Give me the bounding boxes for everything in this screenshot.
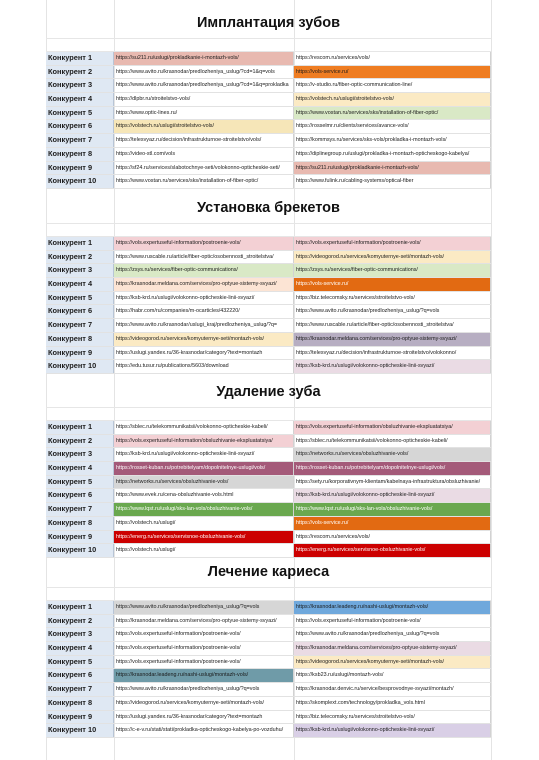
url-cell-right[interactable]: https://ksb-krd.ru/uslugi/volokonno-opticheskie-linii-svyazi/ (294, 724, 491, 737)
competitor-label: Конкурент 3 (46, 79, 114, 92)
url-cell-right[interactable]: https://zsys.ru/services/fiber-optic-communications/ (294, 264, 491, 277)
url-cell-left[interactable]: https://www.optic-lines.ru/ (114, 107, 294, 120)
url-cell-right[interactable]: https://ksb23.ru/uslugi/montazh-vols/ (294, 669, 491, 682)
url-cell-left[interactable]: https://zsys.ru/services/fiber-optic-communications/ (114, 264, 294, 277)
competitor-label: Конкурент 6 (46, 305, 114, 318)
table-row (46, 711, 491, 725)
url-cell-right[interactable]: https://videogorod.ru/services/komyuternye-seti/montazh-vols/ (294, 251, 491, 264)
competitor-label: Конкурент 1 (46, 237, 114, 250)
section-block (46, 6, 491, 189)
url-cell-right[interactable]: https://www.fulink.ru/cabling-systems/optical-fiber (294, 175, 491, 188)
url-cell-left[interactable]: https://video-stl.com/vols (114, 148, 294, 161)
competitor-label: Конкурент 4 (46, 278, 114, 291)
table-row (46, 175, 491, 189)
table-row (46, 120, 491, 134)
url-cell-left[interactable]: https://edu.tusur.ru/publications/5603/download (114, 360, 294, 373)
url-cell-left[interactable]: https://krasnodar.meldana.com/services/pro-optyue-sistemy-svyazi/ (114, 615, 294, 628)
table-row (46, 503, 491, 517)
competitor-label: Конкурент 1 (46, 52, 114, 65)
url-cell-left[interactable]: https://www.vostan.ru/services/sks/installation-of-fiber-optic/ (114, 175, 294, 188)
url-cell-right[interactable]: https://su211.ru/uslugi/prokladkanie-i-montazh-vols/ (294, 162, 491, 175)
url-cell-right[interactable]: https://vols.expertuseful-information/obsluzhivanie-ekspluatatsiya/ (294, 421, 491, 434)
url-cell-right[interactable]: https://krasnodar.meldana.com/services/pro-optyue-sistemy-svyazi/ (294, 642, 491, 655)
url-cell-right[interactable]: https://vols-service.ru/ (294, 517, 491, 530)
table-row (46, 251, 491, 265)
url-cell-left[interactable]: https://c-e-v.ru/stati/stati/prokladka-opticheskogo-kabelya-po-vozduhu/ (114, 724, 294, 737)
url-cell-right[interactable]: https://www.vostan.ru/services/sks/installation-of-fiber-optic/ (294, 107, 491, 120)
url-cell-left[interactable]: https://sblec.ru/telekommunikatsii/volokonno-opticheskie-kabeli/ (114, 421, 294, 434)
competitor-label: Конкурент 9 (46, 162, 114, 175)
grid-line (491, 0, 492, 760)
competitor-label: Конкурент 4 (46, 462, 114, 475)
section-title: Установка брекетов (46, 191, 491, 224)
table-row (46, 360, 491, 374)
url-cell-right[interactable]: https://telesvyaz.ru/decision/infrastrukturnoe-stroitelstvo/volokonno/ (294, 347, 491, 360)
url-cell-left[interactable]: https://telesvyaz.ru/decision/infrastrukturnoe-stroitelstvo/vols/ (114, 134, 294, 147)
url-cell-left[interactable]: https://videogorod.ru/services/komyuternye-seti/montazh-vols/ (114, 333, 294, 346)
url-cell-right[interactable]: https://diplinegroup.ru/uslugi/prokladka-i-montazh-opticheskogo-kabelya/ (294, 148, 491, 161)
table-row (46, 601, 491, 615)
url-cell-left[interactable]: https://www.evek.ru/cena-obsluzhivanie-vols.html (114, 489, 294, 502)
url-cell-left[interactable]: https://www.ruscable.ru/article/fiber-optic/osobennosti_stroitelstva/ (114, 251, 294, 264)
competitor-label: Конкурент 6 (46, 489, 114, 502)
url-cell-left[interactable]: https://networks.ru/services/obsluzhivanie-vols/ (114, 476, 294, 489)
competitor-label: Конкурент 4 (46, 93, 114, 106)
url-cell-left[interactable]: https://dlpbr.ru/stroitelstvo-vols/ (114, 93, 294, 106)
competitor-label: Конкурент 2 (46, 615, 114, 628)
competitor-label: Конкурент 1 (46, 421, 114, 434)
url-cell-right[interactable]: https://sety.ru/korporativnym-klientam/kabelnaya-infrastruktura/obsluzhivanie/ (294, 476, 491, 489)
table-row (46, 683, 491, 697)
url-cell-left[interactable]: https://vols.expertuseful-information/postroenie-vols/ (114, 237, 294, 250)
url-cell-right[interactable]: https://energ.ru/services/servisnoe-obsluzhivanie-vols/ (294, 544, 491, 557)
url-cell-right[interactable]: https://www.ruscable.ru/article/fiber-optic/osobennosti_stroitelstva/ (294, 319, 491, 332)
section-title: Удаление зуба (46, 375, 491, 408)
table-row (46, 93, 491, 107)
table-row (46, 421, 491, 435)
competitor-label: Конкурент 5 (46, 656, 114, 669)
url-cell-left[interactable]: https://sf24.ru/services/slabotochnye-seti/volokonno-opticheskie-seti/ (114, 162, 294, 175)
competitor-label: Конкурент 3 (46, 448, 114, 461)
url-cell-left[interactable]: https://uslugi.yandex.ru/36-krasnodar/category?text=montazh (114, 347, 294, 360)
url-cell-right[interactable]: https://vols-service.ru/ (294, 66, 491, 79)
table-row (46, 66, 491, 80)
table-row (46, 642, 491, 656)
url-cell-right[interactable]: https://ksb-krd.ru/uslugi/volokonno-opticheskie-linii-svyazi/ (294, 360, 491, 373)
competitor-label: Конкурент 5 (46, 476, 114, 489)
competitor-label: Конкурент 6 (46, 669, 114, 682)
table-row (46, 347, 491, 361)
spreadsheet (46, 0, 491, 760)
url-cell-left[interactable]: https://volstech.ru/uslugi/stroitelstvo-vols/ (114, 120, 294, 133)
table-row (46, 724, 491, 738)
spacer-row (46, 408, 491, 421)
url-cell-right[interactable]: https://vols.expertuseful-information/postroenie-vols/ (294, 237, 491, 250)
url-cell-right[interactable]: https://ksb-krd.ru/uslugi/volokonno-opticheskie-linii-svyazi/ (294, 489, 491, 502)
competitor-label: Конкурент 3 (46, 264, 114, 277)
table-row (46, 697, 491, 711)
competitor-label: Конкурент 7 (46, 319, 114, 332)
url-cell-right[interactable]: https://videogorod.ru/services/komyuternye-seti/montazh-vols/ (294, 656, 491, 669)
url-cell-right[interactable]: https://networks.ru/services/obsluzhivanie-vols/ (294, 448, 491, 461)
competitor-label: Конкурент 7 (46, 134, 114, 147)
table-row (46, 264, 491, 278)
url-cell-left[interactable]: https://www.avito.ru/krasnodar/predlozheniya_uslug/?q=vols (114, 683, 294, 696)
url-cell-left[interactable]: https://uslugi.yandex.ru/36-krasnodar/category?text=montazh (114, 711, 294, 724)
spacer-row (46, 39, 491, 52)
section-title: Лечение кариеса (46, 555, 491, 588)
table-row (46, 489, 491, 503)
url-cell-right[interactable]: https://vols-service.ru/ (294, 278, 491, 291)
spacer-row (46, 588, 491, 601)
table-row (46, 615, 491, 629)
url-cell-left[interactable]: https://videogorod.ru/services/komyuternye-seti/montazh-vols/ (114, 697, 294, 710)
url-cell-right[interactable]: https://vols.expertuseful-information/postroenie-vols/ (294, 615, 491, 628)
competitor-label: Конкурент 8 (46, 697, 114, 710)
url-cell-left[interactable]: https://ksb-krd.ru/uslugi/volokonno-opticheskie-linii-svyazi/ (114, 292, 294, 305)
spacer-row (46, 224, 491, 237)
url-cell-left[interactable]: https://energ.ru/services/servisnoe-obsluzhivanie-vols/ (114, 531, 294, 544)
table-row (46, 448, 491, 462)
section-title: Имплантация зубов (46, 6, 491, 39)
competitor-label: Конкурент 8 (46, 148, 114, 161)
url-cell-right[interactable]: https://krasnodar.leadeng.ru/nashi-uslugi/montazh-vols/ (294, 601, 491, 614)
table-row (46, 531, 491, 545)
url-cell-left[interactable]: https://ksb-krd.ru/uslugi/volokonno-opticheskie-linii-svyazi/ (114, 448, 294, 461)
table-row (46, 476, 491, 490)
competitor-label: Конкурент 2 (46, 66, 114, 79)
url-cell-left[interactable]: https://volstech.ru/uslugi/ (114, 517, 294, 530)
competitor-label: Конкурент 8 (46, 333, 114, 346)
url-cell-left[interactable]: https://www.avito.ru/krasnodar/predlozheniya_uslug/?cd=1&q=vols (114, 66, 294, 79)
competitor-label: Конкурент 9 (46, 531, 114, 544)
competitor-label: Конкурент 6 (46, 120, 114, 133)
competitor-label: Конкурент 1 (46, 601, 114, 614)
url-cell-right[interactable]: https://volstech.ru/uslugi/stroitelstvo-vols/ (294, 93, 491, 106)
url-cell-left[interactable]: https://krasnodar.leadeng.ru/nashi-uslugi/montazh-vols/ (114, 669, 294, 682)
competitor-label: Конкурент 4 (46, 642, 114, 655)
url-cell-right[interactable]: https://www.avito.ru/krasnodar/predlozheniya_uslug/?q=vols (294, 305, 491, 318)
table-row (46, 52, 491, 66)
competitor-label: Конкурент 10 (46, 175, 114, 188)
competitor-label: Конкурент 8 (46, 517, 114, 530)
url-cell-left[interactable]: https://vols.expertuseful-information/postroenie-vols/ (114, 628, 294, 641)
competitor-label: Конкурент 5 (46, 107, 114, 120)
url-cell-right[interactable]: https://krasnodar.meldana.com/services/pro-optyue-sistemy-svyazi/ (294, 333, 491, 346)
competitor-label: Конкурент 7 (46, 683, 114, 696)
table-row (46, 292, 491, 306)
competitor-label: Конкурент 10 (46, 360, 114, 373)
competitor-label: Конкурент 5 (46, 292, 114, 305)
url-cell-right[interactable]: https://www.avito.ru/krasnodar/predlozheniya_uslug/?q=vols (294, 628, 491, 641)
section-block (46, 191, 491, 374)
url-cell-left[interactable]: https://www.avito.ru/krasnodar/predlozheniya_uslug/?q=vols (114, 601, 294, 614)
competitor-label: Конкурент 2 (46, 251, 114, 264)
url-cell-right[interactable]: https://kommsys.ru/services/sks-vols/prokladka-i-montazh-vols/ (294, 134, 491, 147)
table-row (46, 319, 491, 333)
table-row (46, 333, 491, 347)
url-cell-right[interactable]: https://rescom.ru/services/vols/ (294, 531, 491, 544)
url-cell-right[interactable]: https://rosselmr.ru/clients/services/avance-vols/ (294, 120, 491, 133)
url-cell-right[interactable]: https://biz.telecomsky.ru/services/stroitelstvo-vols/ (294, 292, 491, 305)
table-row (46, 79, 491, 93)
table-row (46, 305, 491, 319)
url-cell-right[interactable]: https://sblec.ru/telekommunikatsii/volokonno-opticheskie-kabeli/ (294, 435, 491, 448)
table-row (46, 628, 491, 642)
competitor-label: Конкурент 2 (46, 435, 114, 448)
url-cell-left[interactable]: https://vols.expertuseful-information/postroenie-vols/ (114, 642, 294, 655)
table-row (46, 669, 491, 683)
table-row (46, 656, 491, 670)
url-cell-right[interactable]: https://rescom.ru/services/vols/ (294, 52, 491, 65)
competitor-label: Конкурент 9 (46, 347, 114, 360)
url-cell-left[interactable]: https://vols.expertuseful-information/postroenie-vols/ (114, 656, 294, 669)
url-cell-left[interactable]: https://vols.expertuseful-information/obsluzhivanie-ekspluatatsiya/ (114, 435, 294, 448)
table-row (46, 134, 491, 148)
url-cell-right[interactable]: https://rosset-kuban.ru/potrebitelyam/dopolnitelnye-uslugi/vols/ (294, 462, 491, 475)
table-row (46, 462, 491, 476)
url-cell-left[interactable]: https://www.lqst.ru/uslugi/sks-lan-vols/obsluzhivanie-vols/ (114, 503, 294, 516)
url-cell-left[interactable]: https://krasnodar.meldana.com/services/pro-optyue-sistemy-svyazi/ (114, 278, 294, 291)
table-row (46, 107, 491, 121)
table-row (46, 148, 491, 162)
competitor-label: Конкурент 10 (46, 724, 114, 737)
table-row (46, 517, 491, 531)
table-row (46, 162, 491, 176)
url-cell-right[interactable]: https://biz.telecomsky.ru/services/stroitelstvo-vols/ (294, 711, 491, 724)
url-cell-right[interactable]: https://skomplext.com/technology/prokladka_vols.html (294, 697, 491, 710)
table-row (46, 278, 491, 292)
competitor-label: Конкурент 9 (46, 711, 114, 724)
competitor-label: Конкурент 10 (46, 544, 114, 557)
competitor-label: Конкурент 3 (46, 628, 114, 641)
url-cell-left[interactable]: https://su211.ru/uslugi/prokladkanie-i-montazh-vols/ (114, 52, 294, 65)
competitor-label: Конкурент 7 (46, 503, 114, 516)
section-block (46, 555, 491, 738)
url-cell-left[interactable]: https://habr.com/ru/companies/m-ocarticles/432220/ (114, 305, 294, 318)
table-row (46, 237, 491, 251)
section-block (46, 375, 491, 558)
url-cell-left[interactable]: https://www.avito.ru/krasnodar/uslugi_kraj/predlozheniya_uslug/?q= (114, 319, 294, 332)
table-row (46, 435, 491, 449)
url-cell-right[interactable]: https://krasnodar.denvic.ru/service/besprovodnye-svyazi/montazh/ (294, 683, 491, 696)
url-cell-left[interactable]: https://rosset-kuban.ru/potrebitelyam/dopolnitelnye-uslugi/vols/ (114, 462, 294, 475)
url-cell-right[interactable]: https://www.lqst.ru/uslugi/sks-lan-vols/obsluzhivanie-vols/ (294, 503, 491, 516)
url-cell-right[interactable]: https://v-studio.ru/fiber-optic-communication-line/ (294, 79, 491, 92)
url-cell-left[interactable]: https://volstech.ru/uslugi/ (114, 544, 294, 557)
url-cell-left[interactable]: https://www.avito.ru/krasnodar/predlozheniya_uslug/?cd=1&q=prokladka (114, 79, 294, 92)
